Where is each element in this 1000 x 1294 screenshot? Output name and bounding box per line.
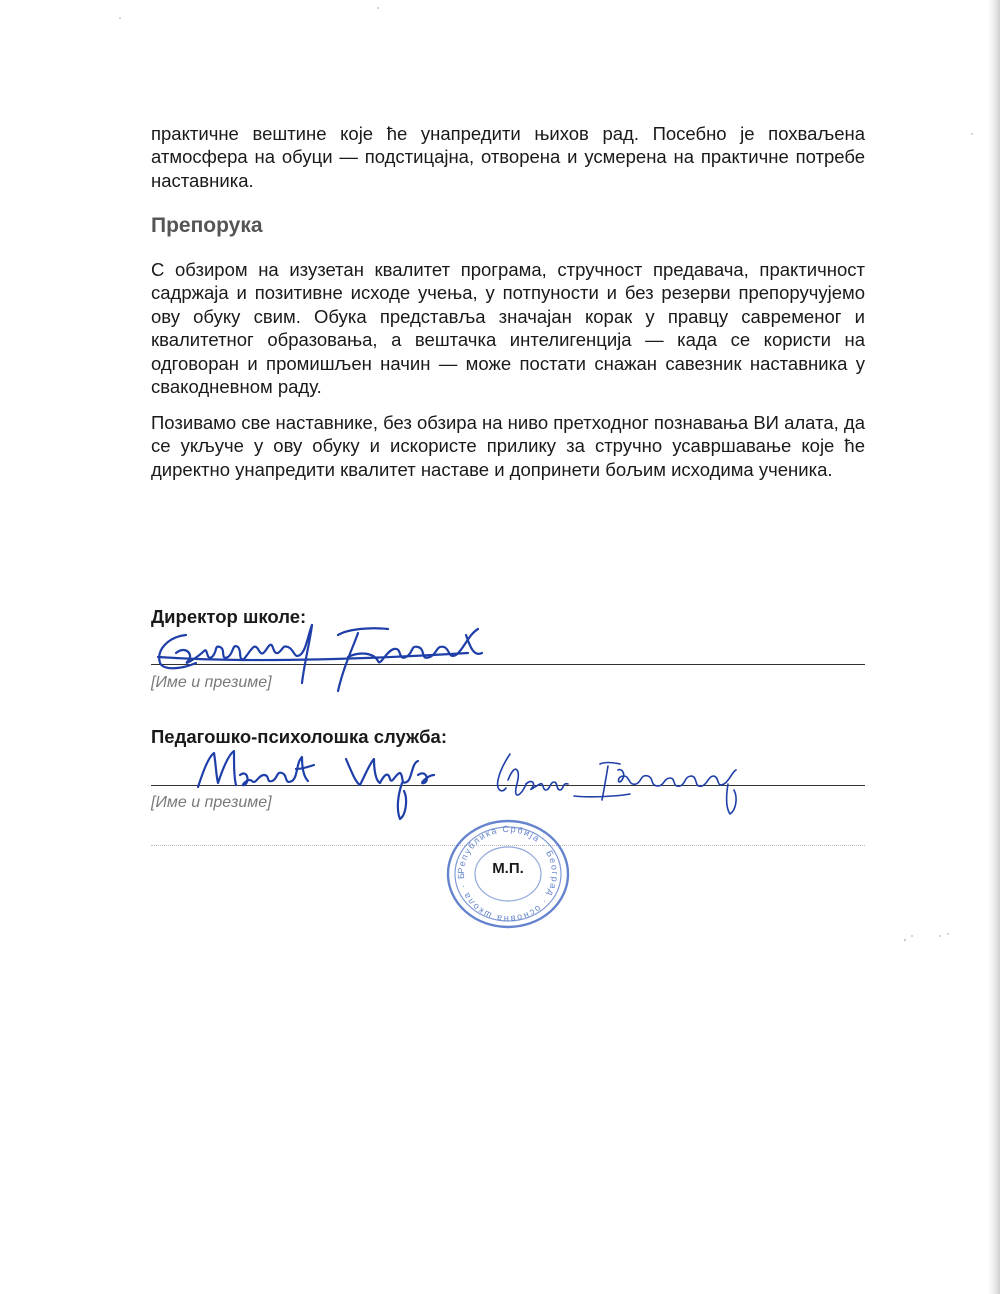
official-stamp [443, 818, 573, 930]
pps-name-hint: [Име и презиме] [151, 794, 272, 811]
scan-edge-shadow [988, 0, 1000, 1294]
paragraph-2: С обзиром на изузетан квалитет програма, стручност предавача, практичност садржаја и позитивне исходе учења, у потпуности и без резерви препоручујемо ову обуку свим. Обука представља значајан корак у правцу савременог и квалитетног образовања, а вештачка интелигенција — када се користи на одговоран и промишљен начин — може постати снажан савезник наставника у свакодневном раду. [151, 259, 865, 398]
pps-label: Педагошко-психолошка служба: [151, 726, 447, 747]
stamp-label: М.П. [492, 860, 524, 877]
pps-signature-line [151, 785, 865, 786]
paragraph-3: Позивамо све наставнике, без обзира на ниво претходног познавања ВИ алата, да се укључе у ову обуку и искористе прилику за стручно усавршавање које ће директно унапредити квалитет наставе и допринети бољим исходима ученика. [151, 412, 865, 480]
svg-text:Република Србија · Београд · о: Република Србија · Београд · основна школа · Б [455, 823, 561, 925]
director-label: Директор школе: [151, 606, 307, 627]
section-heading-recommendation: Препорука [151, 214, 263, 237]
director-signature-line [151, 664, 865, 665]
director-name-hint: [Име и презиме] [151, 674, 272, 691]
paragraph-1: практичне вештине које ће унапредити њихов рад. Посебно је похваљена атмосфера на обуци — подстицајна, отворена и усмерена на практичне потребе наставника. [151, 123, 865, 191]
pps-signature-1 [190, 735, 450, 840]
